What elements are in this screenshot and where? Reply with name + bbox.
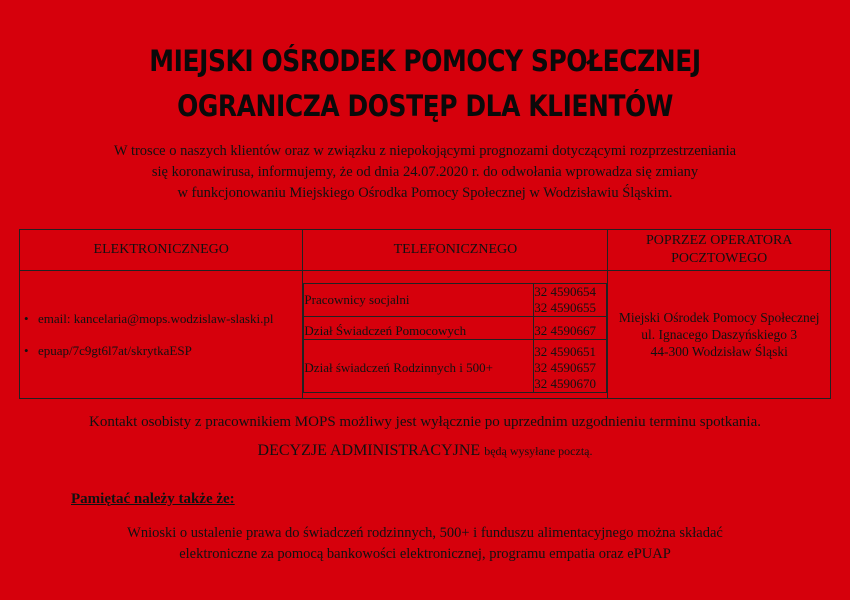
decisions-rest: będą wysyłane pocztą. bbox=[484, 444, 593, 458]
header-electronic: ELEKTRONICZNEGO bbox=[20, 230, 303, 271]
intro-line: w funkcjonowaniu Miejskiego Ośrodka Pomocy Społecznej w Wodzisławiu Śląskim. bbox=[177, 185, 673, 201]
contact-table bbox=[19, 229, 831, 399]
dept-name: Dział Świadczeń Pomocowych bbox=[304, 317, 534, 340]
decisions-note bbox=[0, 442, 850, 460]
phone-number: 32 4590654 32 4590655 bbox=[534, 284, 607, 317]
epuap-address[interactable]: • epuap/7c9gt6l7at/skrytkaESP bbox=[38, 343, 302, 359]
footer-line: elektroniczne za pomocą bankowości elektronicznej, programu empatia oraz ePUAP bbox=[179, 546, 671, 562]
table-header-row bbox=[20, 230, 831, 271]
page-title: MIEJSKI OŚRODEK POMOCY SPOŁECZNEJ bbox=[149, 44, 701, 78]
intro-line: się koronawirusa, informujemy, że od dnia 24.07.2020 r. do odwołania wprowadza się zmiany bbox=[151, 164, 699, 180]
phone-number: 32 4590667 bbox=[534, 317, 607, 340]
postal-line: Miejski Ośrodek Pomocy Społecznej bbox=[618, 310, 820, 325]
phone-row bbox=[304, 317, 607, 340]
intro-line: W trosce o naszych klientów oraz w związku z niepokojącymi prognozami dotyczącymi rozprzestrzeniania bbox=[113, 143, 737, 159]
remember-heading: Pamiętać należy także że: bbox=[71, 491, 235, 507]
dept-name: Dział świadczeń Rodzinnych i 500+ bbox=[304, 340, 534, 393]
footer-line: Wnioski o ustalenie prawa do świadczeń rodzinnych, 500+ i funduszu alimentacyjnego można składać bbox=[127, 525, 723, 541]
decisions-main: DECYZJE ADMINISTRACYJNE bbox=[257, 442, 481, 459]
phone-row bbox=[304, 340, 607, 393]
email-address[interactable]: • email: kancelaria@mops.wodzislaw-slaski.pl bbox=[38, 311, 302, 327]
postal-cell bbox=[608, 271, 831, 399]
phone-row bbox=[304, 284, 607, 317]
footer-paragraph bbox=[0, 523, 850, 565]
header-phone: TELEFONICZNEGO bbox=[303, 230, 608, 271]
page-subtitle: OGRANICZA DOSTĘP DLA KLIENTÓW bbox=[177, 89, 673, 123]
electronic-cell bbox=[20, 271, 303, 399]
dept-name: Pracownicy socjalni bbox=[304, 284, 534, 317]
phone-cell bbox=[303, 271, 608, 399]
header-postal: POPRZEZ OPERATORA POCZTOWEGO bbox=[608, 230, 831, 271]
contact-note: Kontakt osobisty z pracownikiem MOPS możliwy jest wyłącznie po uprzednim uzgodnieniu terminu spotkania. bbox=[89, 414, 761, 430]
intro-paragraph bbox=[0, 141, 850, 204]
postal-line: 44-300 Wodzisław Śląski bbox=[650, 344, 788, 359]
postal-line: ul. Ignacego Daszyńskiego 3 bbox=[641, 327, 798, 342]
phone-number: 32 4590651 32 4590657 32 4590670 bbox=[534, 340, 607, 393]
table-row bbox=[20, 271, 831, 399]
electronic-list bbox=[20, 311, 302, 359]
phone-list bbox=[303, 283, 607, 393]
